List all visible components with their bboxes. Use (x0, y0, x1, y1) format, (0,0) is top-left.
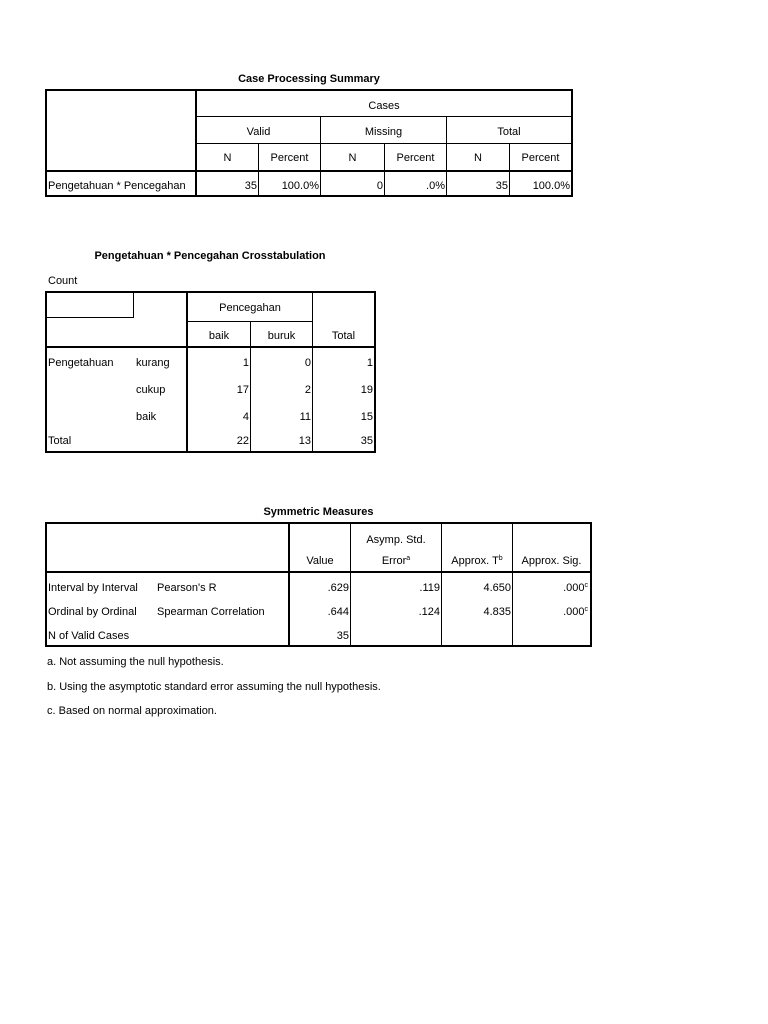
cps-cell: 100.0% (281, 180, 319, 192)
sm-cell-t: 4.650 (483, 582, 511, 594)
sm-n-value: 35 (336, 630, 349, 642)
cps-sub-header: Percent (270, 152, 309, 164)
sm-col-sig: Approx. Sig. (521, 555, 582, 567)
sm-cell-value: .644 (327, 606, 349, 618)
cps-group-total: Total (497, 126, 521, 138)
sm-n-label: N of Valid Cases (48, 630, 130, 642)
sm-row-measure: Pearson's R (157, 582, 217, 594)
ct-label-divider (186, 291, 188, 453)
sm-border-left (45, 522, 47, 647)
symmetric-title: Symmetric Measures (263, 506, 374, 518)
sm-cell-value: .629 (327, 582, 349, 594)
ct-col-header: baik (208, 330, 230, 342)
sm-border-right (590, 522, 592, 647)
cps-row-label: Pengetahuan * Pencegahan (48, 180, 186, 192)
sm-footnote: a. Not assuming the null hypothesis. (47, 656, 224, 668)
ct-vl-total (312, 291, 313, 452)
cps-border-bottom (45, 195, 573, 197)
cps-line-3 (45, 170, 573, 172)
ct-border-bottom (45, 451, 376, 453)
cps-cell: 0 (376, 180, 383, 192)
ct-total-cell: 13 (298, 435, 311, 447)
ct-row-label: cukup (136, 384, 166, 396)
ct-border-left (45, 291, 47, 453)
cps-cases-header: Cases (368, 100, 400, 112)
ct-cell: 11 (299, 411, 311, 423)
cps-sub-header: N (348, 152, 357, 164)
ct-col-header: Total (331, 330, 356, 342)
cps-sub-header: N (474, 152, 482, 164)
sm-col-ase-line2: Error$^a$ (381, 555, 411, 567)
cps-cell: 35 (244, 180, 257, 192)
cps-cell: 35 (495, 180, 508, 192)
cps-border-top (45, 89, 573, 91)
cps-group-missing: Missing (364, 126, 403, 138)
sm-col-value: Value (306, 555, 334, 567)
cps-sub-header: Percent (521, 152, 560, 164)
ct-cell: 15 (360, 411, 373, 423)
ct-corner-line (46, 317, 133, 318)
ct-cell: 2 (304, 384, 311, 396)
ct-row-label: kurang (136, 357, 170, 369)
cps-line-1 (196, 116, 572, 117)
crosstab-count-label: Count (48, 275, 78, 287)
cps-cell: 100.0% (532, 180, 570, 192)
ct-total-label: Total (48, 435, 72, 447)
case-processing-title: Case Processing Summary (238, 73, 380, 85)
ct-cell: 0 (304, 357, 311, 369)
sm-footnote: b. Using the asymptotic standard error assuming the null hypothesis. (47, 681, 381, 693)
cps-sub-header: N (223, 152, 232, 164)
ct-row-label: baik (136, 411, 157, 423)
ct-border-top (45, 291, 376, 293)
cps-group-valid: Valid (246, 126, 271, 138)
ct-col-header: buruk (267, 330, 296, 342)
cps-sub-header: Percent (396, 152, 435, 164)
sm-col-ase-line1: Asymp. Std. (366, 534, 426, 546)
sm-col-t: Approx. $T^b$ (451, 555, 503, 567)
ct-corner-vline (133, 291, 134, 318)
ct-total-cell: 22 (236, 435, 249, 447)
ct-cell: 1 (242, 357, 249, 369)
sm-row-group: Ordinal by Ordinal (48, 606, 137, 618)
sm-border-bottom (45, 645, 592, 647)
cps-cell: .0% (426, 180, 445, 192)
ct-row-group: Pengetahuan (48, 357, 114, 369)
ct-cell: 17 (236, 384, 249, 396)
sm-cell-ase: .119 (419, 582, 440, 594)
sm-cell-t: 4.835 (483, 606, 511, 618)
sm-row-measure: Spearman Correlation (157, 606, 265, 618)
ct-header-bottom (45, 346, 376, 348)
ct-total-cell: 35 (360, 435, 373, 447)
ct-col-group: Pencegahan (219, 302, 281, 314)
sm-border-top (45, 522, 592, 524)
sm-cell-ase: .124 (418, 606, 440, 618)
ct-cell: 4 (242, 411, 249, 423)
ct-cell: 1 (366, 357, 373, 369)
crosstab-title: Pengetahuan * Pencegahan Crosstabulation (94, 250, 326, 262)
sm-footnote: c. Based on normal approximation. (47, 705, 217, 717)
sm-cell-sig: .000$^c$ (563, 606, 588, 618)
sm-row-group: Interval by Interval (48, 582, 138, 594)
ct-border-right (374, 291, 376, 453)
sm-cell-sig: .000$^c$ (563, 582, 588, 594)
sm-header-bottom (45, 571, 592, 573)
cps-border-left (45, 89, 47, 197)
ct-cell: 19 (360, 384, 373, 396)
